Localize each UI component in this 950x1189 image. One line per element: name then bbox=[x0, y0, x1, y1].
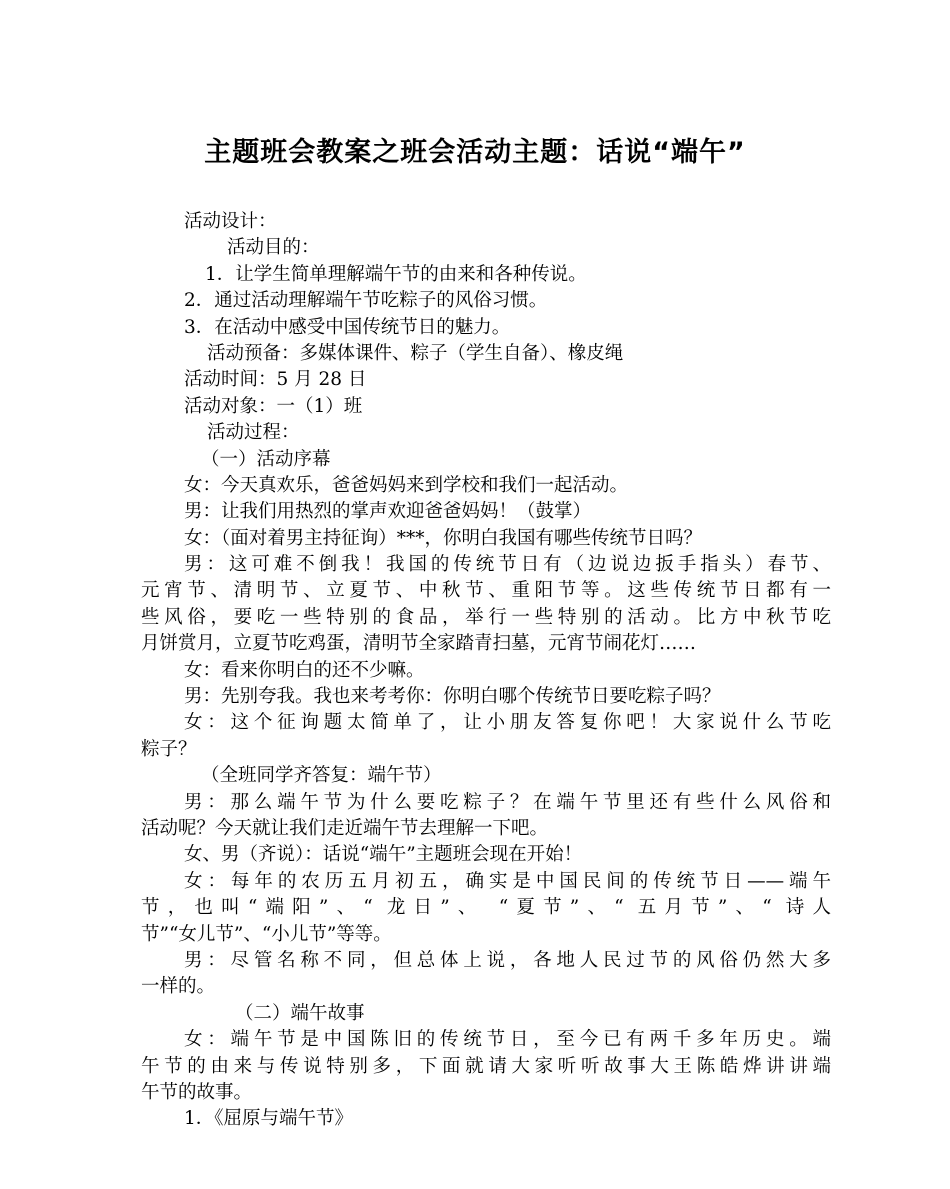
story-item-1: 1．《屈原与端午节》 bbox=[184, 1108, 354, 1130]
activity-target: 活动对象：一（1）班 bbox=[184, 395, 363, 417]
dialogue-line: 活动呢？今天就让我们走近端午节去理解一下吧。 bbox=[141, 817, 549, 839]
purpose-item-3: 3．在活动中感受中国传统节日的魅力。 bbox=[184, 316, 511, 338]
dialogue-line: 女、男（齐说）：话说“端午”主题班会现在开始！ bbox=[184, 844, 583, 866]
dialogue-line: 女：（面对着男主持征询）***，你明白我国有哪些传统节日吗？ bbox=[184, 527, 703, 549]
section-story: （二）端午故事 bbox=[235, 1002, 365, 1024]
class-response: （全班同学齐答复：端午节） bbox=[201, 765, 442, 787]
dialogue-line: 元宵节、清明节、立夏节、中秋节、重阳节等。这些传统节日都有一 bbox=[141, 580, 831, 602]
dialogue-line: 节”“女儿节”、“小儿节”等等。 bbox=[141, 923, 392, 945]
subheading-process: 活动过程： bbox=[207, 422, 300, 444]
dialogue-line: 些风俗，要吃一些特别的食品，举行一些特别的活动。比方中秋节吃 bbox=[141, 606, 831, 628]
document-body bbox=[141, 209, 831, 1133]
dialogue-line: 午节的由来与传说特别多，下面就请大家听听故事大王陈皓烨讲讲端 bbox=[141, 1055, 831, 1077]
dialogue-line: 男：这可难不倒我！我国的传统节日有（边说边扳手指头）春节、 bbox=[184, 554, 831, 576]
dialogue-line: 女：端午节是中国陈旧的传统节日，至今已有两千多年历史。端 bbox=[184, 1029, 831, 1051]
section-prelude: （一）活动序幕 bbox=[201, 448, 331, 470]
dialogue-line: 男：让我们用热烈的掌声欢迎爸爸妈妈！（鼓掌） bbox=[184, 501, 592, 523]
dialogue-line: 女：看来你明白的还不少嘛。 bbox=[184, 659, 425, 681]
dialogue-line: 女：这个征询题太简单了，让小朋友答复你吧！大家说什么节吃 bbox=[184, 712, 831, 734]
dialogue-line: 男：尽管名称不同，但总体上说，各地人民过节的风俗仍然大多 bbox=[184, 949, 831, 971]
dialogue-line: 男：那么端午节为什么要吃粽子？在端午节里还有些什么风俗和 bbox=[184, 791, 831, 813]
preparation-line: 活动预备：多媒体课件、粽子（学生自备）、橡皮绳 bbox=[207, 342, 624, 364]
dialogue-line: 月饼赏月，立夏节吃鸡蛋，清明节全家踏青扫墓，元宵节闹花灯…… bbox=[141, 633, 697, 655]
document-title: 主题班会教案之班会活动主题：话说“端午” bbox=[204, 137, 746, 168]
dialogue-line: 节，也叫“端阳”、“ 龙日”、 “夏节”、“ 五月节”、“ 诗人 bbox=[141, 897, 831, 919]
dialogue-line: 女：今天真欢乐，爸爸妈妈来到学校和我们一起活动。 bbox=[184, 474, 629, 496]
dialogue-line: 粽子？ bbox=[141, 738, 197, 760]
dialogue-line: 女：每年的农历五月初五，确实是中国民间的传统节日——端午 bbox=[184, 870, 831, 892]
subheading-purpose: 活动目的： bbox=[227, 237, 320, 259]
dialogue-line: 一样的。 bbox=[141, 976, 216, 998]
activity-time: 活动时间：5 月 28 日 bbox=[184, 369, 367, 391]
dialogue-line: 午节的故事。 bbox=[141, 1081, 253, 1103]
section-heading-design: 活动设计： bbox=[184, 211, 277, 232]
purpose-item-1: 1．让学生简单理解端午节的由来和各种传说。 bbox=[205, 263, 587, 285]
purpose-item-2: 2．通过活动理解端午节吃粽子的风俗习惯。 bbox=[184, 290, 548, 312]
dialogue-line: 男：先别夸我。我也来考考你：你明白哪个传统节日要吃粽子吗？ bbox=[184, 686, 721, 708]
